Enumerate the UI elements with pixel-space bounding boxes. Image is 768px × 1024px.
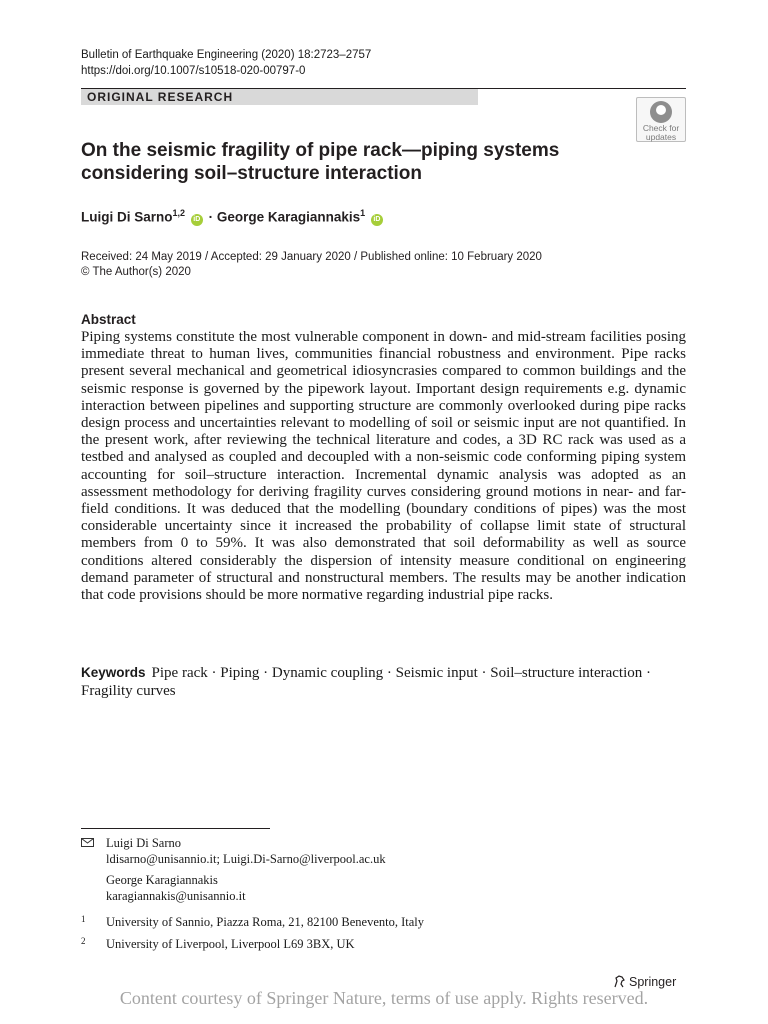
abstract-heading: Abstract — [81, 312, 136, 327]
springer-logo — [613, 975, 676, 989]
author-list — [81, 208, 385, 226]
journal-header — [81, 48, 371, 79]
journal-citation: Bulletin of Earthquake Engineering (2020) 18:2723–2757 — [81, 49, 372, 61]
author-separator: · — [208, 209, 214, 225]
content-courtesy-watermark: Content courtesy of Springer Nature, terms of use apply. Rights reserved. — [119, 988, 649, 1008]
doi-link[interactable]: https://doi.org/10.1007/s10518-020-00797-0 — [81, 64, 306, 77]
keywords-text: Pipe rack · Piping · Dynamic coupling · Seismic input · Soil–structure interaction · Fragility curves — [81, 665, 652, 699]
affiliation — [81, 937, 601, 952]
author-affil-sup: 1 — [360, 208, 366, 218]
author-name: George Karagiannakis — [216, 209, 361, 225]
corr-email[interactable]: ldisarno@unisannio.it; Luigi.Di-Sarno@liverpool.ac.uk — [106, 851, 386, 866]
corr-email[interactable]: karagiannakis@unisannio.it — [106, 888, 246, 903]
article-type-banner: ORIGINAL RESEARCH — [81, 89, 478, 105]
affiliation-text: University of Sannio, Piazza Roma, 21, 82100 Benevento, Italy — [106, 915, 424, 929]
keywords-label: Keywords — [81, 665, 146, 680]
orcid-icon[interactable]: iD — [371, 214, 383, 226]
abstract-text: Piping systems constitute the most vulnerable component in down- and mid-stream facilities posing immediate threat to human lives, communities financial robustness and environment. Pipe racks present several mechanical and geometrical idiosyncrasies compared to common buildings and the seismic response is governed by the pipework layout. Important design requirements e.g. dynamic interaction between pipelines and supporting structure are commonly overlooked during pipe racks design process and uncertainties relevant to modelling of soil or seismic input are not quantified. In the present work, after reviewing the technical literature and codes, a 3D RC rack was used as a testbed and analysed as coupled and decoupled with a non-seismic code conforming piping system accounting for soil–structure interaction. Incremental dynamic analysis was adopted as an assessment methodology for deriving fragility curves considering ground motions in near- and far-field conditions. It was deduced that the modelling (boundary conditions of pipes) was the most considerable uncertainty since it increased the probability of collapse limit state of structural members from 0 to 59%. It was also demonstrated that soil deformability as well as source conditions altered considerably the dispersion of intensity measure conditional on engineering demand parameter of structural and nonstructural members. The results may be another indication that code provisions should be more normative regarding industrial pipe racks. — [81, 329, 686, 604]
affiliation — [81, 915, 601, 930]
publisher-name: Springer — [629, 975, 677, 989]
corresponding-author — [106, 836, 601, 867]
affiliation-number: 2 — [81, 936, 86, 946]
correspondence — [81, 836, 601, 904]
footnote-rule — [81, 828, 270, 829]
orcid-icon[interactable]: iD — [191, 214, 203, 226]
article-title: On the seismic fragility of pipe rack—piping systems considering soil–structure interaction — [81, 140, 560, 184]
corr-name: Luigi Di Sarno — [106, 836, 181, 850]
author-affil-sup: 1,2 — [172, 208, 186, 218]
copyright-line: © The Author(s) 2020 — [81, 266, 191, 278]
check-for-updates-badge[interactable] — [636, 97, 686, 142]
keywords-section — [81, 664, 686, 700]
affiliation-number: 1 — [81, 914, 86, 924]
badge-label: Check for updates — [642, 123, 680, 142]
envelope-icon — [81, 838, 94, 847]
springer-horse-icon — [613, 975, 626, 988]
check-for-updates-icon — [650, 101, 672, 123]
affiliation-text: University of Liverpool, Liverpool L69 3BX, UK — [106, 937, 355, 951]
publication-dates — [81, 250, 542, 280]
author-name: Luigi Di Sarno — [81, 209, 173, 225]
corresponding-author — [106, 873, 601, 904]
dates-line: Received: 24 May 2019 / Accepted: 29 January 2020 / Published online: 10 February 2020 — [81, 251, 542, 263]
corr-name: George Karagiannakis — [106, 873, 218, 887]
